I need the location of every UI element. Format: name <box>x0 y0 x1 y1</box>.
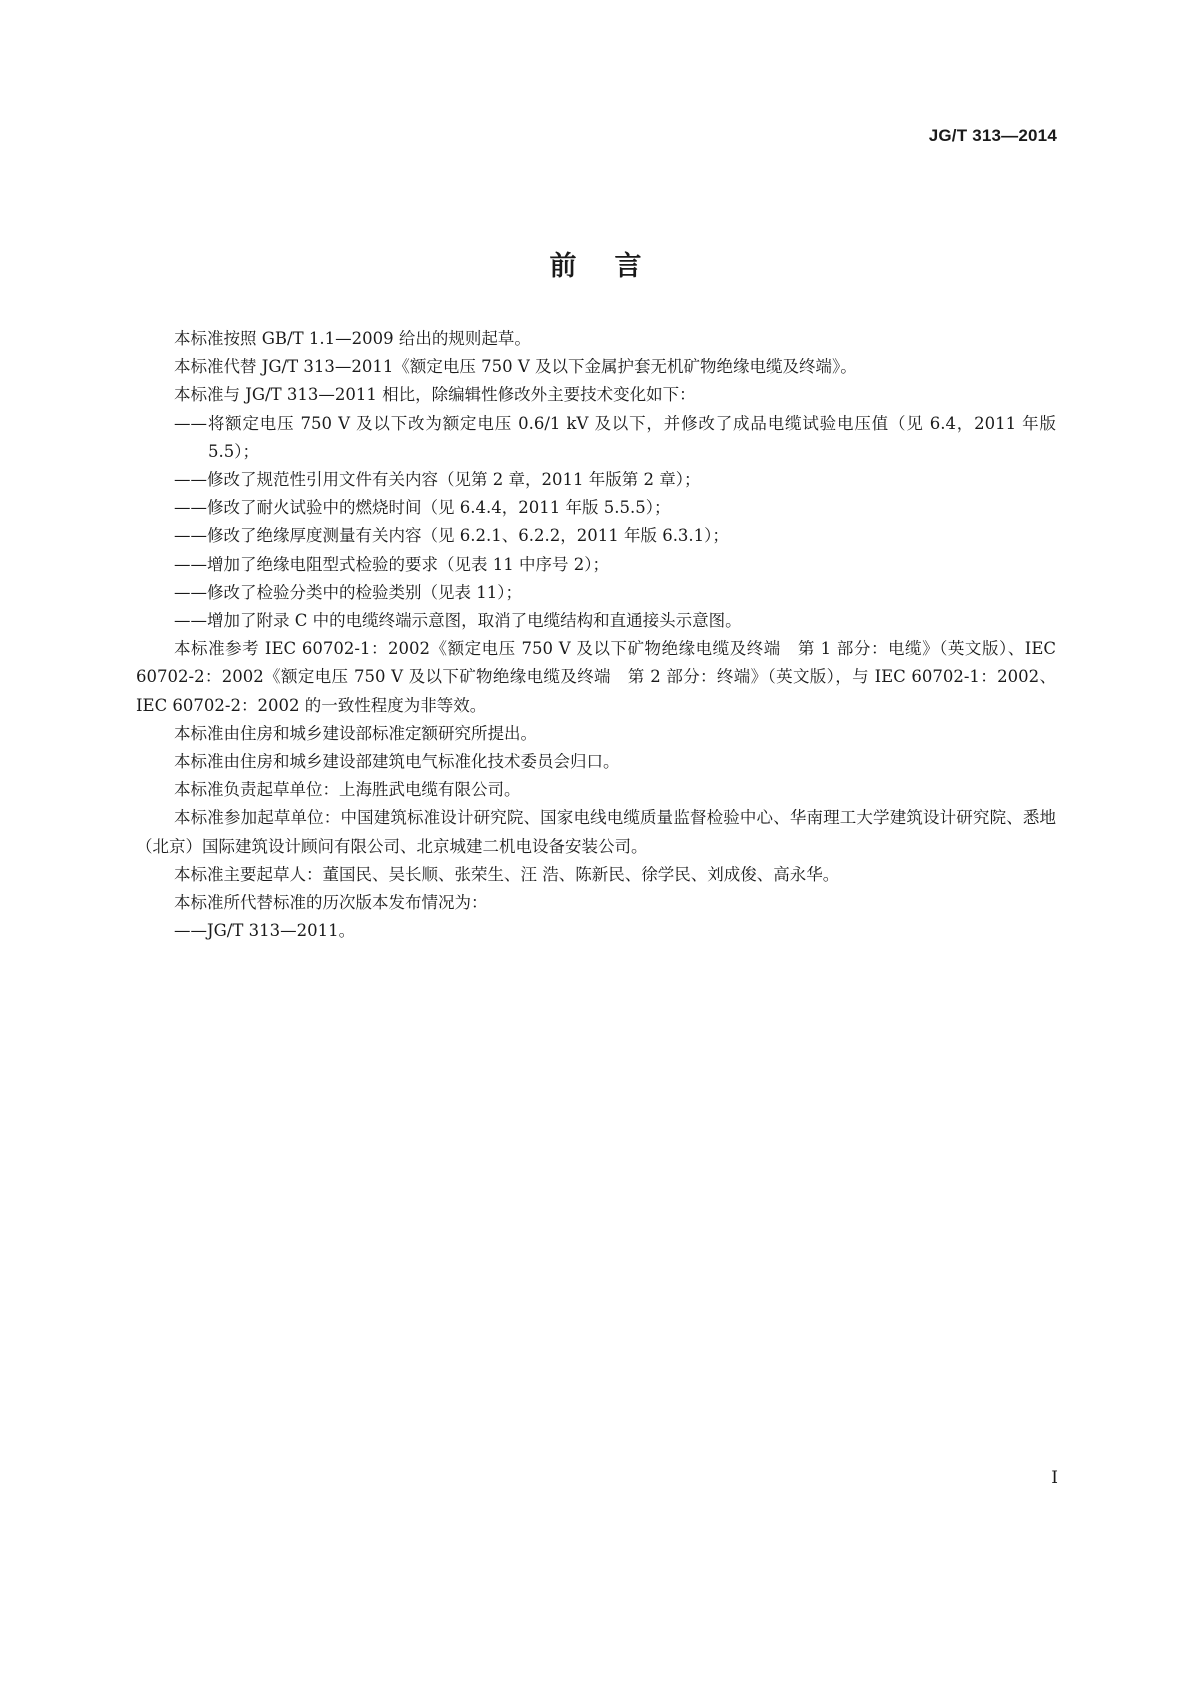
change-item: ——增加了附录 C 中的电缆终端示意图，取消了电缆结构和直通接头示意图。 <box>174 611 742 631</box>
paragraph-administered-by: 本标准由住房和城乡建设部建筑电气标准化技术委员会归口。 <box>174 752 620 772</box>
foreword-body <box>136 325 1056 945</box>
paragraph-drafting-rules: 本标准按照 GB/T 1.1—2009 给出的规则起草。 <box>174 329 531 348</box>
version-history-item: ——JG/T 313—2011。 <box>174 921 356 941</box>
paragraph-changes-intro: 本标准与 JG/T 313—2011 相比，除编辑性修改外主要技术变化如下： <box>174 385 696 405</box>
paragraph-proposed-by: 本标准由住房和城乡建设部标准定额研究所提出。 <box>174 723 537 743</box>
change-item: ——将额定电压 750 V 及以下改为额定电压 0.6/1 kV 及以下，并修改了成品电缆试验电压值（见 6.4，2011 年版 5.5）； <box>174 413 1056 461</box>
page-number: I <box>1051 1468 1058 1488</box>
paragraph-main-drafters: 本标准主要起草人：董国民、吴长顺、张荣生、汪 浩、陈新民、徐学民、刘成俊、高永华。 <box>174 864 840 884</box>
paragraph-lead-drafter: 本标准负责起草单位：上海胜武电缆有限公司。 <box>174 780 521 800</box>
change-item: ——修改了规范性引用文件有关内容（见第 2 章，2011 年版第 2 章）； <box>174 470 701 490</box>
standard-code-header: JG/T 313—2014 <box>928 126 1057 145</box>
page-title: 前言 <box>549 251 680 283</box>
paragraph-replaces: 本标准代替 JG/T 313—2011《额定电压 750 V 及以下金属护套无机矿物绝缘电缆及终端》。 <box>174 357 857 377</box>
change-item: ——修改了耐火试验中的燃烧时间（见 6.4.4，2011 年版 5.5.5）； <box>174 498 671 518</box>
change-item: ——增加了绝缘电阻型式检验的要求（见表 11 中序号 2）； <box>174 554 609 574</box>
paragraph-version-history: 本标准所代替标准的历次版本发布情况为： <box>174 893 488 913</box>
paragraph-iec-reference: 本标准参考 IEC 60702-1：2002《额定电压 750 V 及以下矿物绝缘电缆及终端 第 1 部分：电缆》（英文版）、IEC 60702-2：2002《额定电压 750 V 及以下矿物绝缘电缆及终端 第 2 部分：终端》（英文版），与 IEC 60702-1：2002、IEC 60702-2：2002 的一致性程度为非等效。 <box>136 639 1056 715</box>
change-item: ——修改了检验分类中的检验类别（见表 11）； <box>174 582 522 602</box>
paragraph-participating-drafters: 本标准参加起草单位：中国建筑标准设计研究院、国家电线电缆质量监督检验中心、华南理工大学建筑设计研究院、悉地（北京）国际建筑设计顾问有限公司、北京城建二机电设备安装公司。 <box>136 808 1056 856</box>
change-item: ——修改了绝缘厚度测量有关内容（见 6.2.1、6.2.2，2011 年版 6.3.1）； <box>174 526 729 546</box>
